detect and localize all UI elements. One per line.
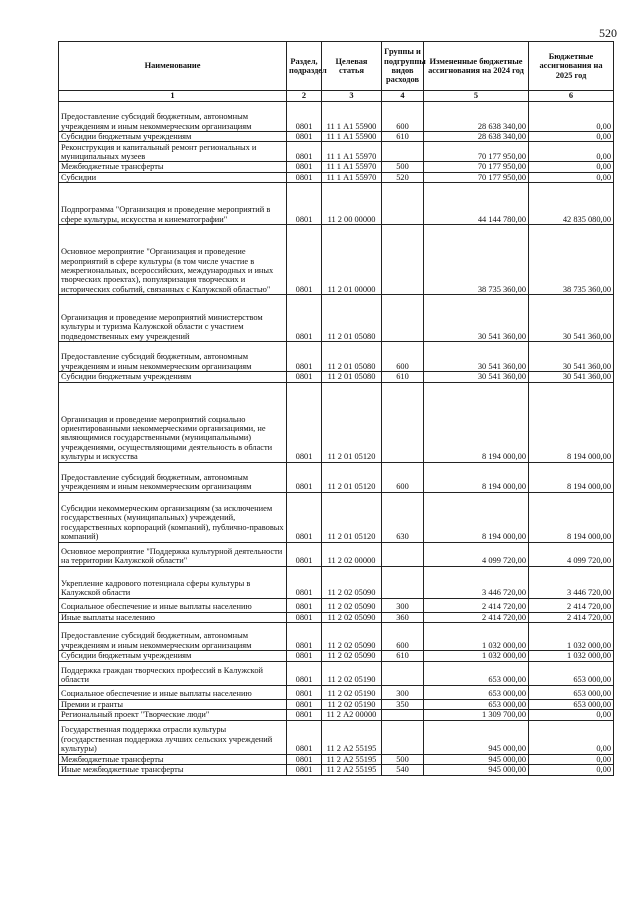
row-name: Государственная поддержка отрасли культуры (государственная поддержка лучших сельских учреждений культуры) bbox=[59, 720, 287, 754]
row-expense-group: 500 bbox=[382, 754, 424, 764]
row-target-article: 11 2 02 05190 bbox=[322, 661, 382, 685]
row-target-article: 11 2 01 05120 bbox=[322, 462, 382, 492]
page-number: 520 bbox=[599, 26, 617, 40]
row-section: 0801 bbox=[287, 172, 322, 182]
row-name: Основное мероприятие "Организация и проведение мероприятий в сфере культуры (в том числе участие в межрегиональных, всероссийских, международных и иных творческих проектах), популяризация творческих и исторических событий, связанных с Калужской областью" bbox=[59, 225, 287, 295]
row-name: Субсидии бюджетным учреждениям bbox=[59, 132, 287, 142]
row-amount-2024: 2 414 720,00 bbox=[424, 598, 529, 612]
table-row bbox=[59, 102, 614, 132]
row-section: 0801 bbox=[287, 651, 322, 661]
row-section: 0801 bbox=[287, 142, 322, 162]
row-amount-2025: 0,00 bbox=[529, 765, 614, 775]
table-row bbox=[59, 492, 614, 542]
row-target-article: 11 1 А1 55970 bbox=[322, 162, 382, 172]
row-expense-group: 610 bbox=[382, 372, 424, 382]
row-name: Предоставление субсидий бюджетным, автономным учреждениям и иным некоммерческим организациям bbox=[59, 102, 287, 132]
row-section: 0801 bbox=[287, 754, 322, 764]
row-amount-2025: 653 000,00 bbox=[529, 661, 614, 685]
row-amount-2025: 3 446 720,00 bbox=[529, 566, 614, 598]
row-amount-2025: 653 000,00 bbox=[529, 699, 614, 709]
row-amount-2024: 8 194 000,00 bbox=[424, 492, 529, 542]
row-expense-group bbox=[382, 183, 424, 225]
row-amount-2024: 30 541 360,00 bbox=[424, 342, 529, 372]
row-amount-2024: 28 638 340,00 bbox=[424, 132, 529, 142]
table-row bbox=[59, 566, 614, 598]
header-name: Наименование bbox=[59, 42, 287, 91]
row-section: 0801 bbox=[287, 372, 322, 382]
table-row bbox=[59, 612, 614, 622]
row-name: Межбюджетные трансферты bbox=[59, 162, 287, 172]
table-body bbox=[59, 102, 614, 776]
row-section: 0801 bbox=[287, 765, 322, 775]
row-expense-group bbox=[382, 720, 424, 754]
row-amount-2024: 2 414 720,00 bbox=[424, 612, 529, 622]
table-row bbox=[59, 685, 614, 699]
row-section: 0801 bbox=[287, 183, 322, 225]
row-amount-2024: 3 446 720,00 bbox=[424, 566, 529, 598]
row-name: Предоставление субсидий бюджетным, автономным учреждениям и иным некоммерческим организациям bbox=[59, 342, 287, 372]
row-amount-2024: 4 099 720,00 bbox=[424, 542, 529, 566]
table-row bbox=[59, 142, 614, 162]
column-number: 1 bbox=[59, 91, 287, 102]
row-target-article: 11 2 А2 55195 bbox=[322, 720, 382, 754]
row-target-article: 11 2 02 05090 bbox=[322, 566, 382, 598]
row-amount-2024: 8 194 000,00 bbox=[424, 462, 529, 492]
row-section: 0801 bbox=[287, 598, 322, 612]
row-target-article: 11 1 А1 55900 bbox=[322, 102, 382, 132]
row-target-article: 11 1 А1 55900 bbox=[322, 132, 382, 142]
row-amount-2025: 38 735 360,00 bbox=[529, 225, 614, 295]
row-amount-2025: 1 032 000,00 bbox=[529, 651, 614, 661]
table-row bbox=[59, 699, 614, 709]
row-section: 0801 bbox=[287, 342, 322, 372]
row-section: 0801 bbox=[287, 542, 322, 566]
table-row bbox=[59, 765, 614, 775]
row-target-article: 11 2 01 05120 bbox=[322, 492, 382, 542]
table-row bbox=[59, 172, 614, 182]
header-section: Раздел, подраздел bbox=[287, 42, 322, 91]
table-header-row bbox=[59, 42, 614, 91]
table-row bbox=[59, 183, 614, 225]
column-number: 3 bbox=[322, 91, 382, 102]
table-row bbox=[59, 661, 614, 685]
row-expense-group: 610 bbox=[382, 132, 424, 142]
row-expense-group: 600 bbox=[382, 342, 424, 372]
table-row bbox=[59, 720, 614, 754]
row-amount-2024: 1 032 000,00 bbox=[424, 623, 529, 651]
row-amount-2025: 2 414 720,00 bbox=[529, 598, 614, 612]
row-amount-2024: 70 177 950,00 bbox=[424, 172, 529, 182]
table-row bbox=[59, 598, 614, 612]
row-expense-group bbox=[382, 225, 424, 295]
row-amount-2024: 70 177 950,00 bbox=[424, 162, 529, 172]
table-row bbox=[59, 372, 614, 382]
row-section: 0801 bbox=[287, 462, 322, 492]
row-target-article: 11 2 02 05090 bbox=[322, 651, 382, 661]
row-amount-2024: 945 000,00 bbox=[424, 754, 529, 764]
table-row bbox=[59, 651, 614, 661]
column-number-row bbox=[59, 91, 614, 102]
row-section: 0801 bbox=[287, 612, 322, 622]
row-amount-2025: 1 032 000,00 bbox=[529, 623, 614, 651]
table-row bbox=[59, 295, 614, 342]
table-row bbox=[59, 542, 614, 566]
column-number: 4 bbox=[382, 91, 424, 102]
row-target-article: 11 2 А2 55195 bbox=[322, 765, 382, 775]
row-expense-group: 300 bbox=[382, 598, 424, 612]
row-target-article: 11 2 02 05090 bbox=[322, 598, 382, 612]
row-expense-group: 600 bbox=[382, 623, 424, 651]
row-expense-group bbox=[382, 566, 424, 598]
row-expense-group bbox=[382, 295, 424, 342]
row-amount-2025: 8 194 000,00 bbox=[529, 492, 614, 542]
table-row bbox=[59, 162, 614, 172]
row-name: Субсидии bbox=[59, 172, 287, 182]
row-expense-group: 360 bbox=[382, 612, 424, 622]
column-number: 5 bbox=[424, 91, 529, 102]
row-target-article: 11 2 02 05190 bbox=[322, 699, 382, 709]
row-amount-2024: 30 541 360,00 bbox=[424, 372, 529, 382]
row-name: Социальное обеспечение и иные выплаты населению bbox=[59, 598, 287, 612]
row-name: Премии и гранты bbox=[59, 699, 287, 709]
row-amount-2025: 0,00 bbox=[529, 102, 614, 132]
header-2025: Бюджетные ассигнования на 2025 год bbox=[529, 42, 614, 91]
row-amount-2025: 4 099 720,00 bbox=[529, 542, 614, 566]
row-expense-group: 500 bbox=[382, 162, 424, 172]
row-amount-2024: 8 194 000,00 bbox=[424, 382, 529, 462]
row-expense-group: 540 bbox=[382, 765, 424, 775]
row-target-article: 11 2 01 05080 bbox=[322, 295, 382, 342]
row-expense-group: 630 bbox=[382, 492, 424, 542]
column-number: 6 bbox=[529, 91, 614, 102]
table-row bbox=[59, 623, 614, 651]
row-name: Основное мероприятие "Поддержка культурной деятельности на территории Калужской области" bbox=[59, 542, 287, 566]
row-section: 0801 bbox=[287, 225, 322, 295]
row-amount-2025: 8 194 000,00 bbox=[529, 382, 614, 462]
row-amount-2024: 38 735 360,00 bbox=[424, 225, 529, 295]
row-name: Реконструкция и капитальный ремонт региональных и муниципальных музеев bbox=[59, 142, 287, 162]
row-name: Региональный проект "Творческие люди" bbox=[59, 710, 287, 720]
row-section: 0801 bbox=[287, 661, 322, 685]
row-amount-2025: 653 000,00 bbox=[529, 685, 614, 699]
row-expense-group: 610 bbox=[382, 651, 424, 661]
row-section: 0801 bbox=[287, 382, 322, 462]
row-amount-2025: 30 541 360,00 bbox=[529, 295, 614, 342]
row-name: Предоставление субсидий бюджетным, автономным учреждениям и иным некоммерческим организациям bbox=[59, 623, 287, 651]
row-amount-2025: 0,00 bbox=[529, 132, 614, 142]
row-target-article: 11 2 02 00000 bbox=[322, 542, 382, 566]
row-amount-2025: 30 541 360,00 bbox=[529, 372, 614, 382]
row-amount-2024: 653 000,00 bbox=[424, 661, 529, 685]
row-amount-2025: 0,00 bbox=[529, 142, 614, 162]
table-row bbox=[59, 225, 614, 295]
row-amount-2025: 0,00 bbox=[529, 710, 614, 720]
row-expense-group: 600 bbox=[382, 462, 424, 492]
row-amount-2025: 0,00 bbox=[529, 162, 614, 172]
row-expense-group bbox=[382, 710, 424, 720]
row-amount-2024: 945 000,00 bbox=[424, 765, 529, 775]
table-row bbox=[59, 342, 614, 372]
row-target-article: 11 2 А2 55195 bbox=[322, 754, 382, 764]
row-target-article: 11 2 01 05120 bbox=[322, 382, 382, 462]
row-section: 0801 bbox=[287, 132, 322, 142]
row-target-article: 11 1 А1 55970 bbox=[322, 142, 382, 162]
row-amount-2024: 28 638 340,00 bbox=[424, 102, 529, 132]
row-expense-group bbox=[382, 661, 424, 685]
row-name: Организация и проведение мероприятий социально ориентированными некоммерческими организациями, не являющимися государственными (муниципальными) учреждениями, осуществляющими деятельность в области культуры и искусства bbox=[59, 382, 287, 462]
table-row bbox=[59, 462, 614, 492]
row-amount-2024: 1 032 000,00 bbox=[424, 651, 529, 661]
row-amount-2025: 42 835 080,00 bbox=[529, 183, 614, 225]
row-amount-2025: 0,00 bbox=[529, 754, 614, 764]
row-amount-2025: 30 541 360,00 bbox=[529, 342, 614, 372]
row-amount-2024: 30 541 360,00 bbox=[424, 295, 529, 342]
row-expense-group: 520 bbox=[382, 172, 424, 182]
row-section: 0801 bbox=[287, 685, 322, 699]
row-section: 0801 bbox=[287, 295, 322, 342]
row-name: Субсидии некоммерческим организациям (за исключением государственных (муниципальных) учреждений, государственных корпораций (компаний), публично-правовых компаний) bbox=[59, 492, 287, 542]
row-amount-2024: 1 309 700,00 bbox=[424, 710, 529, 720]
row-target-article: 11 2 02 05090 bbox=[322, 612, 382, 622]
row-amount-2025: 8 194 000,00 bbox=[529, 462, 614, 492]
row-amount-2025: 0,00 bbox=[529, 720, 614, 754]
row-expense-group: 300 bbox=[382, 685, 424, 699]
row-target-article: 11 2 02 05090 bbox=[322, 623, 382, 651]
row-name: Межбюджетные трансферты bbox=[59, 754, 287, 764]
row-section: 0801 bbox=[287, 566, 322, 598]
row-name: Субсидии бюджетным учреждениям bbox=[59, 372, 287, 382]
row-name: Иные межбюджетные трансферты bbox=[59, 765, 287, 775]
row-name: Укрепление кадрового потенциала сферы культуры в Калужской области bbox=[59, 566, 287, 598]
row-amount-2024: 945 000,00 bbox=[424, 720, 529, 754]
header-target: Целевая статья bbox=[322, 42, 382, 91]
row-name: Подпрограмма "Организация и проведение мероприятий в сфере культуры, искусства и кинематографии" bbox=[59, 183, 287, 225]
row-amount-2025: 0,00 bbox=[529, 172, 614, 182]
row-expense-group bbox=[382, 382, 424, 462]
row-target-article: 11 1 А1 55970 bbox=[322, 172, 382, 182]
row-section: 0801 bbox=[287, 699, 322, 709]
row-amount-2024: 70 177 950,00 bbox=[424, 142, 529, 162]
row-expense-group bbox=[382, 142, 424, 162]
row-section: 0801 bbox=[287, 162, 322, 172]
row-target-article: 11 2 01 05080 bbox=[322, 372, 382, 382]
header-2024: Измененные бюджетные ассигнования на 2024 год bbox=[424, 42, 529, 91]
row-amount-2025: 2 414 720,00 bbox=[529, 612, 614, 622]
row-section: 0801 bbox=[287, 710, 322, 720]
row-name: Субсидии бюджетным учреждениям bbox=[59, 651, 287, 661]
row-target-article: 11 2 00 00000 bbox=[322, 183, 382, 225]
row-name: Иные выплаты населению bbox=[59, 612, 287, 622]
row-target-article: 11 2 01 05080 bbox=[322, 342, 382, 372]
row-section: 0801 bbox=[287, 720, 322, 754]
table-row bbox=[59, 382, 614, 462]
row-target-article: 11 2 А2 00000 bbox=[322, 710, 382, 720]
row-target-article: 11 2 01 00000 bbox=[322, 225, 382, 295]
row-section: 0801 bbox=[287, 102, 322, 132]
row-amount-2024: 44 144 780,00 bbox=[424, 183, 529, 225]
row-section: 0801 bbox=[287, 492, 322, 542]
table-row bbox=[59, 132, 614, 142]
row-expense-group bbox=[382, 542, 424, 566]
row-amount-2024: 653 000,00 bbox=[424, 685, 529, 699]
row-name: Социальное обеспечение и иные выплаты населению bbox=[59, 685, 287, 699]
header-group: Группы и подгруппы видов расходов bbox=[382, 42, 424, 91]
table-row bbox=[59, 754, 614, 764]
row-target-article: 11 2 02 05190 bbox=[322, 685, 382, 699]
row-expense-group: 350 bbox=[382, 699, 424, 709]
column-number: 2 bbox=[287, 91, 322, 102]
row-name: Организация и проведение мероприятий министерством культуры и туризма Калужской области с участием подведомственных ему учреждений bbox=[59, 295, 287, 342]
row-amount-2024: 653 000,00 bbox=[424, 699, 529, 709]
row-name: Поддержка граждан творческих профессий в Калужской области bbox=[59, 661, 287, 685]
row-section: 0801 bbox=[287, 623, 322, 651]
budget-table bbox=[58, 41, 614, 776]
table-row bbox=[59, 710, 614, 720]
row-name: Предоставление субсидий бюджетным, автономным учреждениям и иным некоммерческим организациям bbox=[59, 462, 287, 492]
row-expense-group: 600 bbox=[382, 102, 424, 132]
